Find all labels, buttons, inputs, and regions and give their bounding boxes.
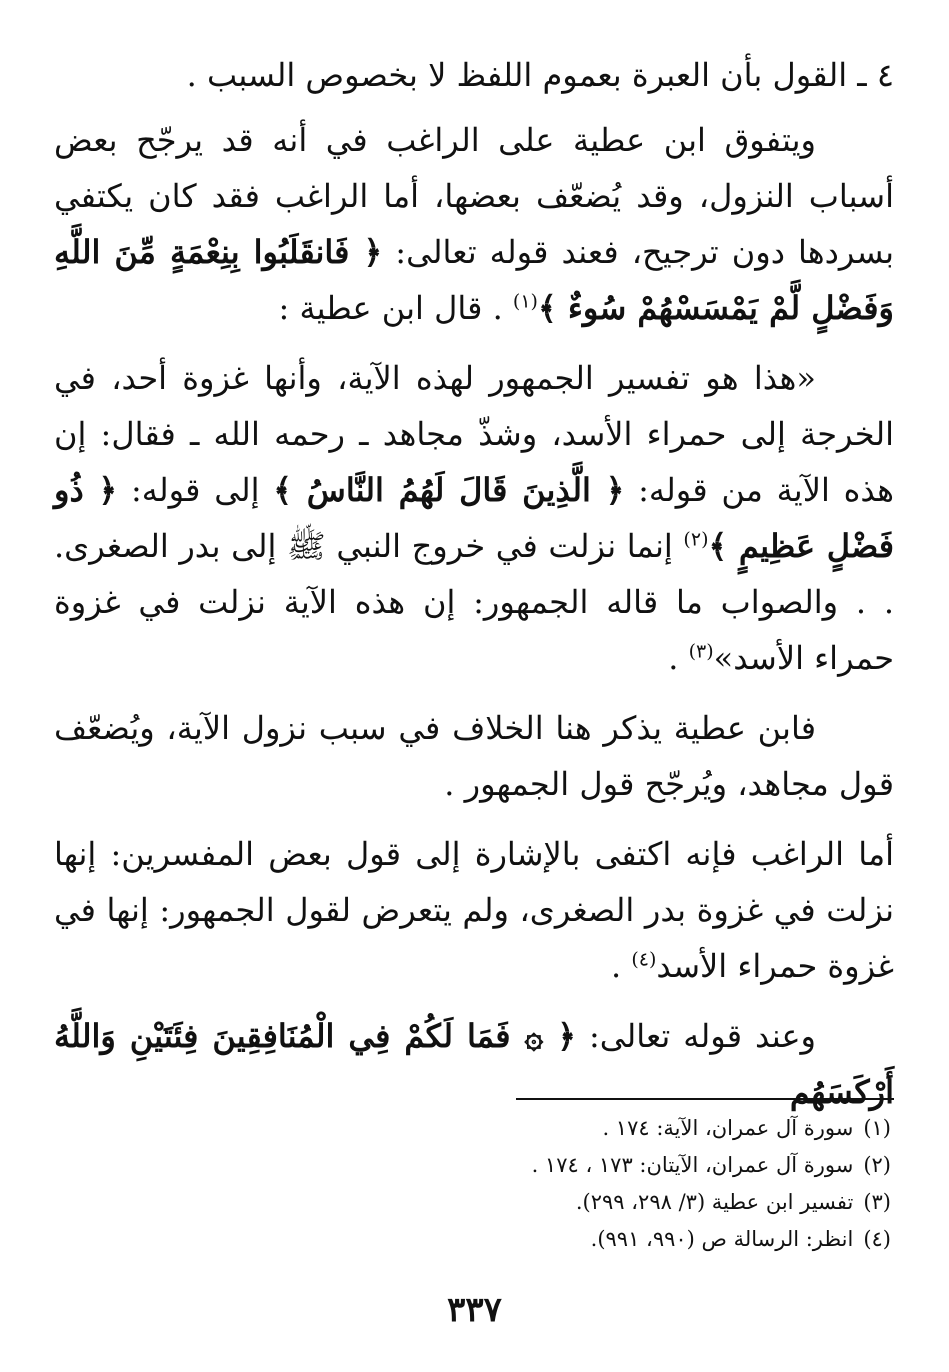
footnote-ref-2: (٢) [683,528,709,551]
paragraph-2-text-a: «هذا هو تفسير الجمهور لهذه الآية، وأنها غزوة أحد، في الخرجة إلى حمراء الأسد، وشذّ مجاهد ـ رحمه الله ـ فقال: إن هذه الآية من قوله: [54,359,895,509]
paragraph-2-text-d: . [668,639,689,677]
paragraph-5-text-a: وعند قوله تعالى: [576,1017,817,1055]
footnote-number: (١) [863,1116,891,1140]
footnote-text: تفسير ابن عطية (٣/ ٢٩٨، ٢٩٩). [575,1190,854,1214]
footnote-ref-1: (١) [512,290,538,313]
footnotes [56,1110,891,1258]
footnote-text: سورة آل عمران، الآية: ١٧٤ . [602,1116,854,1140]
paragraph-5 [54,1008,894,1120]
body-text [54,112,894,1134]
paragraph-1-text-b: . قال ابن عطية : [278,289,513,327]
footnote-ref-4: (٤) [631,948,657,971]
paragraph-2-quote [54,350,894,686]
paragraph-2-text-b: إلى قوله: [117,471,274,509]
footnote-item [56,1147,891,1184]
footnote-item [56,1221,891,1258]
paragraph-4-text-a: أما الراغب فإنه اكتفى بالإشارة إلى قول بعض المفسرين: إنها نزلت في غزوة بدر الصغرى، ولم يتعرض لقول الجمهور: إنها في غزوة حمراء الأسد [54,835,894,985]
paragraph-3: فابن عطية يذكر هنا الخلاف في سبب نزول الآية، ويُضعّف قول مجاهد، ويُرجّح قول الجمهور . [54,709,894,803]
footnote-item [56,1110,891,1147]
page-number: ٣٣٧ [447,1290,502,1330]
footnote-number: (٢) [863,1153,891,1177]
footnote-number: (٤) [863,1227,891,1251]
quran-verse-4: ﴿ ۞ فَمَا لَكُمْ فِي الْمُنَافِقِينَ فِئَتَيْنِ وَاللَّهُ أَرْكَسَهُم [54,1017,894,1111]
paragraph-1 [54,112,894,336]
footnote-item [56,1184,891,1221]
paragraph-1-text-a: ويتفوق ابن عطية على الراغب في أنه قد يرجّح بعض أسباب النزول، وقد يُضعّف بعضها، أما الراغب فقد كان يكتفي بسردها دون ترجيح، فعند قوله تعالى: [54,121,894,271]
footnote-ref-3: (٣) [688,640,714,663]
quran-verse-2: ﴿ الَّذِينَ قَالَ لَهُمُ النَّاسُ ﴾ [273,471,625,509]
footnote-text: سورة آل عمران، الآيتان: ١٧٣ ، ١٧٤ . [531,1153,854,1177]
footnote-text: انظر: الرسالة ص (٩٩٠، ٩٩١). [590,1227,854,1251]
quran-verse-1: ﴿ فَانقَلَبُوا بِنِعْمَةٍ مِّنَ اللَّهِ وَفَضْلٍ لَّمْ يَمْسَسْهُمْ سُوءٌ ﴾ [54,233,894,327]
footnote-divider [516,1098,894,1100]
section-heading: ٤ ـ القول بأن العبرة بعموم اللفظ لا بخصوص السبب . [186,56,894,94]
paragraph-4-text-b: . [611,947,632,985]
paragraph-2-text-c: إنما نزلت في خروج النبي ﷺ إلى بدر الصغرى. . . والصواب ما قاله الجمهور: إن هذه الآية نزلت في غزوة حمراء الأسد» [54,527,894,677]
footnote-number: (٣) [863,1190,891,1214]
quran-verse-3: ﴿ ذُو فَضْلٍ عَظِيمٍ ﴾ [54,471,895,565]
paragraph-4 [54,826,894,994]
